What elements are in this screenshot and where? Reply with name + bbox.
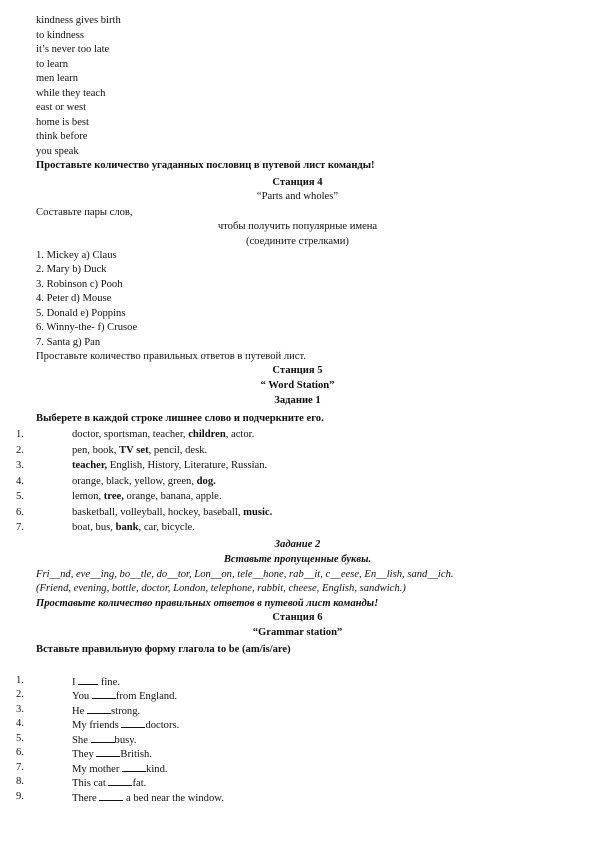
list-number: 6. (16, 507, 24, 518)
list-number: 1. (16, 675, 24, 686)
odd-word: dog. (196, 476, 216, 487)
proverb-line: think before (36, 131, 88, 142)
list-number: 7. (16, 762, 24, 773)
station4-task-line: чтобы получить популярные имена (217, 221, 378, 232)
station5-subtitle: “ Word Station” (260, 380, 335, 391)
odd-word: tree, (103, 491, 124, 502)
station6-instruction: Вставьте правильную форму глагола to be (am/is/are) (36, 644, 291, 655)
answer-blank (87, 704, 111, 714)
list-number: 4. (16, 718, 24, 729)
word-row: lemon, tree, orange, banana, apple. (72, 491, 222, 502)
station4-subtitle: “Parts and wholes” (256, 191, 339, 202)
task2-instruction: Вставьте пропущенные буквы. (223, 554, 372, 565)
task2-words: Fri__nd, eve__ing, bo__tle, do__tor, Lon__on, tele__hone, rab__it, c__eese, En__lish, sand__ich. (36, 569, 454, 580)
station4-task-line: Составьте пары слов, (36, 207, 133, 218)
odd-word: music. (243, 507, 273, 518)
grammar-row: My mother kind. (72, 764, 168, 775)
name-pair-item: 6. Winny-the- f) Crusoe (36, 322, 138, 333)
list-number: 5. (16, 733, 24, 744)
station4-closing: Проставьте количество правильных ответов в путевой лист. (36, 351, 306, 362)
word-row: doctor, sportsman, teacher, children, actor. (72, 429, 255, 440)
word-row: teacher, English, History, Literature, Russian. (72, 460, 268, 471)
task2-answers: (Friend, evening, bottle, doctor, London, telephone, rabbit, cheese, English, sandwich.) (36, 583, 406, 594)
grammar-row: This cat fat. (72, 778, 147, 789)
list-number: 4. (16, 476, 24, 487)
task2-closing: Проставьте количество правильных ответов в путевой лист команды! (36, 598, 379, 609)
answer-blank (96, 747, 120, 757)
proverb-line: to learn (36, 59, 69, 70)
grammar-row: You from England. (72, 691, 178, 702)
answer-blank (92, 689, 116, 699)
task1-instruction: Выберете в каждой строке лишнее слово и подчеркните его. (36, 413, 324, 424)
odd-word: TV set (119, 445, 149, 456)
proverb-line: while they teach (36, 88, 106, 99)
grammar-row: There a bed near the window. (72, 793, 224, 804)
odd-word: teacher, (72, 460, 108, 471)
proverbs-instruction: Проставьте количество угаданных пословиц в путевой лист команды! (36, 160, 375, 171)
answer-blank (108, 776, 132, 786)
answer-blank (122, 762, 146, 772)
task1-title: Задание 1 (274, 395, 321, 406)
list-number: 8. (16, 776, 24, 787)
word-row: boat, bus, bank, car, bicycle. (72, 522, 195, 533)
list-number: 5. (16, 491, 24, 502)
name-pair-item: 3. Robinson c) Pooh (36, 279, 123, 290)
grammar-row: I fine. (72, 677, 120, 688)
answer-blank (91, 733, 115, 743)
odd-word: bank (115, 522, 139, 533)
list-number: 9. (16, 791, 24, 802)
word-row: orange, black, yellow, green, dog. (72, 476, 216, 487)
proverb-line: home is best (36, 117, 89, 128)
list-number: 2. (16, 689, 24, 700)
proverb-line: east or west (36, 102, 87, 113)
list-number: 2. (16, 445, 24, 456)
list-number: 3. (16, 704, 24, 715)
list-number: 7. (16, 522, 24, 533)
word-row: pen, book, TV set, pencil, desk. (72, 445, 208, 456)
proverb-line: you speak (36, 146, 79, 157)
name-pair-item: 7. Santa g) Pan (36, 337, 101, 348)
grammar-row: They British. (72, 749, 152, 760)
name-pair-item: 4. Peter d) Mouse (36, 293, 112, 304)
proverb-line: to kindness (36, 30, 84, 41)
odd-word: children (188, 429, 226, 440)
station5-title: Станция 5 (272, 365, 323, 376)
answer-blank (78, 675, 98, 685)
grammar-row: He strong. (72, 706, 141, 717)
list-number: 6. (16, 747, 24, 758)
answer-blank (121, 718, 145, 728)
name-pair-item: 5. Donald e) Poppins (36, 308, 126, 319)
proverb-line: kindness gives birth (36, 15, 121, 26)
station6-subtitle: “Grammar station” (252, 627, 343, 638)
proverb-line: it’s never too late (36, 44, 110, 55)
station6-title: Станция 6 (272, 612, 323, 623)
proverb-line: men learn (36, 73, 79, 84)
grammar-row: She busy. (72, 735, 137, 746)
name-pair-item: 2. Mary b) Duck (36, 264, 107, 275)
station4-title: Станция 4 (272, 177, 323, 188)
word-row: basketball, volleyball, hockey, baseball, music. (72, 507, 273, 518)
list-number: 3. (16, 460, 24, 471)
task2-title: Задание 2 (274, 539, 321, 550)
grammar-row: My friends doctors. (72, 720, 180, 731)
name-pair-item: 1. Mickey a) Claus (36, 250, 117, 261)
station4-task-line: (соедините стрелками) (246, 236, 349, 247)
answer-blank (99, 791, 123, 801)
list-number: 1. (16, 429, 24, 440)
